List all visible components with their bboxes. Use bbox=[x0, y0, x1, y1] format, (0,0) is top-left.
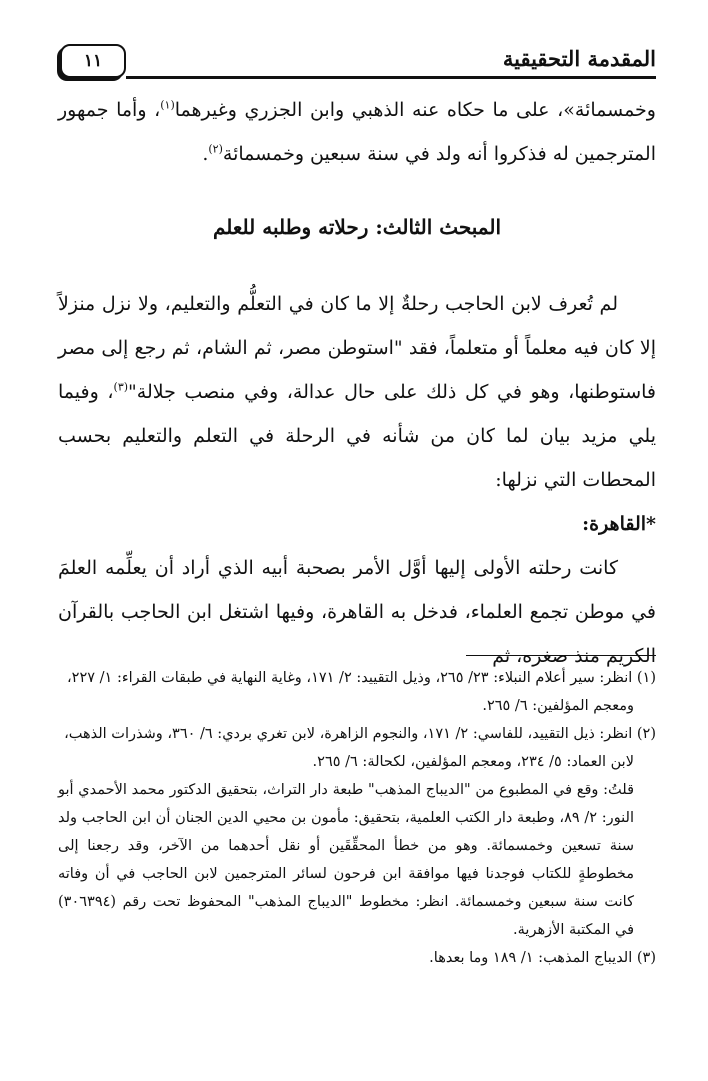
footnote-2: (٢) انظر: ذيل التقييد، للفاسي: ٢/ ١٧١، والنجوم الزاهرة، لابن تغري بردي: ٦/ ٣٦٠، وشذرات الذهب، bbox=[64, 726, 656, 742]
footnote-separator bbox=[466, 655, 656, 656]
footnote-2-continued: لابن العماد: ٥/ ٢٣٤، ومعجم المؤلفين، لكحالة: ٦/ ٢٦٥. bbox=[312, 754, 634, 770]
footnote-1: (١) انظر: سير أعلام النبلاء: ٢٣/ ٢٦٥، وذيل التقييد: ٢/ ١٧١، وغاية النهاية في طبقات القراء: ١/ ٢٢٧، bbox=[66, 670, 656, 686]
paragraph-text: لم تُعرف لابن الحاجب رحلةٌ إلا ما كان في التعلُّم والتعليم، ولا نزل منزلاً إلا كان فيه معلماً أو متعلماً، فقد "استوطن مصر، ثم الشام، ثم رجع إلى مصر فاستوطنها، وهو في كل ذلك على حال عدالة، وفي منصب جلالة" bbox=[58, 293, 657, 403]
footnote-ref-3: (٣) bbox=[113, 380, 129, 394]
footnote-ref-1: (١) bbox=[160, 98, 175, 112]
main-body bbox=[58, 282, 656, 678]
footnote-1-continued: ومعجم المؤلفين: ٦/ ٢٦٥. bbox=[482, 698, 634, 714]
paragraph-cairo: كانت رحلته الأولى إليها أوَّل الأمر بصحبة أبيه الذي أراد أن يعلِّمه العلمَ في موطن تجمع العلماء، فدخل به القاهرة، وفيها اشتغل ابن الحاجب بالقرآن الكريم منذ صغره، ثم bbox=[58, 557, 656, 667]
paragraph-text: ، وأما جمهور المترجمين له فذكروا أنه ولد في سنة سبعين وخمسمائة bbox=[58, 99, 656, 165]
footnotes bbox=[58, 664, 656, 972]
footnote-2-note: قلتُ: وقع في المطبوع من "الديباج المذهب" طبعة دار التراث، بتحقيق الدكتور محمد الأحمدي أبو النور: ٢/ ٨٩، وطبعة دار الكتب العلمية، بتحقيق: مأمون بن محيي الدين الجنان أن ابن الحاجب ولد سنة تسعين وخمسمائة. وهو من خطأ المحقِّقَين أو نقل أحدهما من الآخر، وقد رجعنا إلى مخطوطةٍ للكتاب فوجدنا فيها موافقة ابن فرحون لسائر المترجمين لابن الحاجب في أن وفاته كانت سنة سبعين وخمسمائة. انظر: مخطوط "الديباج المذهب" المحفوظ تحت رقم (٣٠٦٣٩٤) في المكتبة الأزهرية. bbox=[58, 782, 635, 938]
paragraph-birth bbox=[58, 88, 656, 176]
page-number: ١١ bbox=[60, 44, 126, 78]
paragraph-text: وخمسمائة»، على ما حكاه عنه الذهبي وابن الجزري وغيرهما bbox=[174, 99, 656, 121]
header-rule bbox=[126, 76, 656, 79]
subheading-cairo: *القاهرة: bbox=[582, 513, 656, 535]
paragraph-text: . bbox=[202, 143, 209, 165]
footnote-ref-2: (٢) bbox=[208, 142, 223, 156]
running-title: المقدمة التحقيقية bbox=[502, 46, 656, 71]
section-heading: المبحث الثالث: رحلاته وطلبه للعلم bbox=[212, 215, 502, 239]
footnote-3: (٣) الديباج المذهب: ١/ ١٨٩ وما بعدها. bbox=[429, 950, 656, 966]
page-header bbox=[60, 42, 656, 82]
paragraph-text: ، وفيما يلي مزيد بيان لما كان من شأنه في الرحلة في التعلم والتعليم بحسب المحطات التي نزلها: bbox=[58, 381, 656, 491]
